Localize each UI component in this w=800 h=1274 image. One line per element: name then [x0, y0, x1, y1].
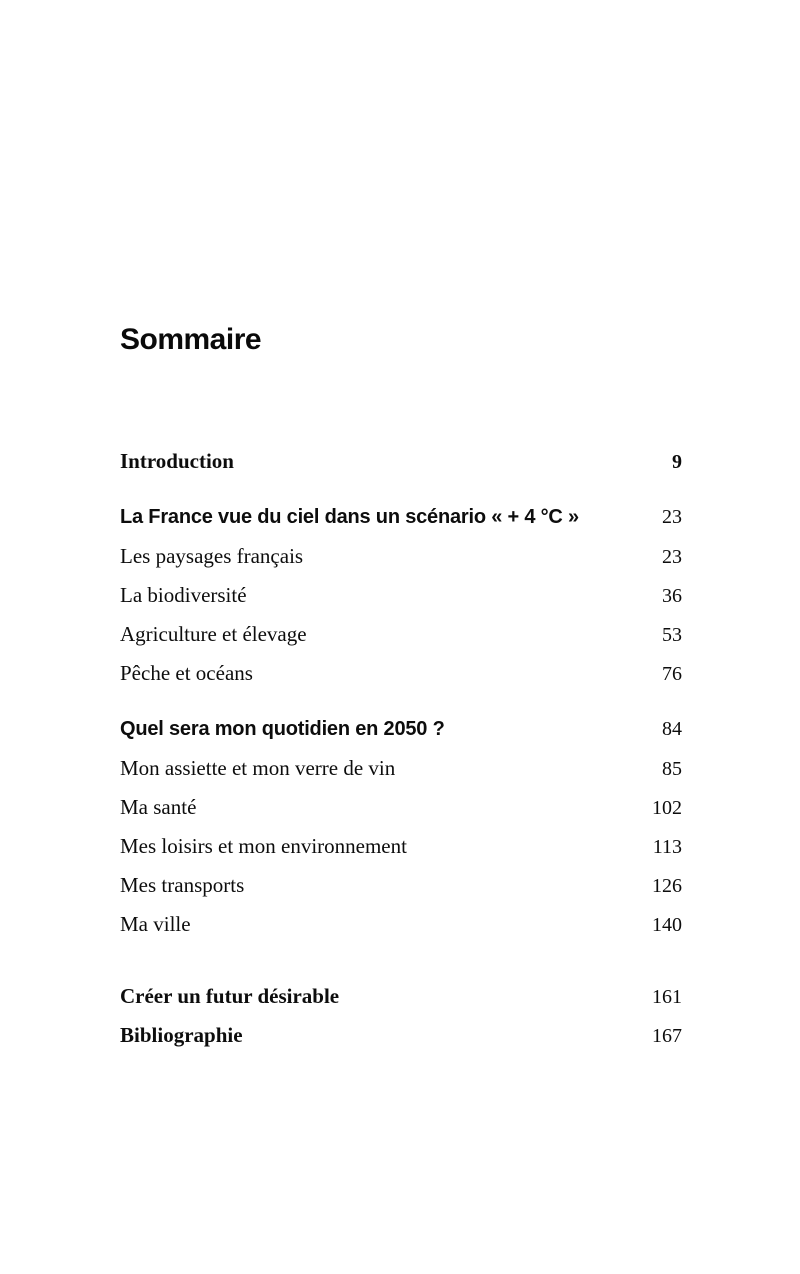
toc-entry-page: 23 [662, 546, 682, 568]
toc-entry-page: 85 [662, 758, 682, 780]
toc-entry [120, 788, 682, 827]
toc-entry-label: La France vue du ciel dans un scénario « + 4 °C » [120, 506, 579, 528]
toc-entry [120, 498, 682, 537]
toc-entry-label: La biodiversité [120, 583, 247, 607]
toc-entry-label: Ma ville [120, 912, 191, 936]
toc-entry-label: Bibliographie [120, 1023, 243, 1047]
toc-list [120, 442, 682, 1055]
toc-entry-page: 9 [672, 451, 682, 473]
toc-entry-label: Ma santé [120, 795, 197, 819]
toc-entry [120, 576, 682, 615]
toc-entry-page: 113 [652, 836, 682, 858]
toc-entry-label: Mes transports [120, 873, 245, 897]
toc-entry-label: Quel sera mon quotidien en 2050 ? [120, 718, 445, 740]
page-content [120, 0, 682, 1055]
toc-entry-page: 36 [662, 585, 682, 607]
toc-entry [120, 866, 682, 905]
toc-entry [120, 977, 682, 1016]
toc-entry [120, 827, 682, 866]
toc-entry [120, 537, 682, 576]
toc-entry [120, 710, 682, 749]
toc-entry-page: 76 [662, 663, 682, 685]
toc-entry-label: Introduction [120, 449, 234, 473]
page-title: Sommaire [120, 323, 262, 356]
toc-entry [120, 1016, 682, 1055]
toc-entry-page: 102 [652, 797, 682, 819]
toc-entry-page: 140 [652, 914, 682, 936]
toc-entry [120, 749, 682, 788]
toc-entry [120, 615, 682, 654]
toc-entry-label: Agriculture et élevage [120, 622, 307, 646]
toc-entry-label: Les paysages français [120, 544, 304, 568]
toc-entry [120, 905, 682, 944]
toc-entry [120, 654, 682, 693]
toc-entry-label: Mes loisirs et mon environnement [120, 834, 407, 858]
toc-entry-page: 23 [662, 506, 682, 528]
toc-entry-label: Pêche et océans [120, 661, 253, 685]
toc-entry-page: 53 [662, 624, 682, 646]
toc-entry-page: 126 [652, 875, 682, 897]
toc-entry-label: Mon assiette et mon verre de vin [120, 756, 396, 780]
toc-entry-page: 84 [662, 718, 682, 740]
toc-entry [120, 442, 682, 481]
toc-entry-page: 167 [652, 1025, 682, 1047]
toc-entry-label: Créer un futur désirable [120, 984, 340, 1008]
toc-entry-page: 161 [652, 986, 682, 1008]
